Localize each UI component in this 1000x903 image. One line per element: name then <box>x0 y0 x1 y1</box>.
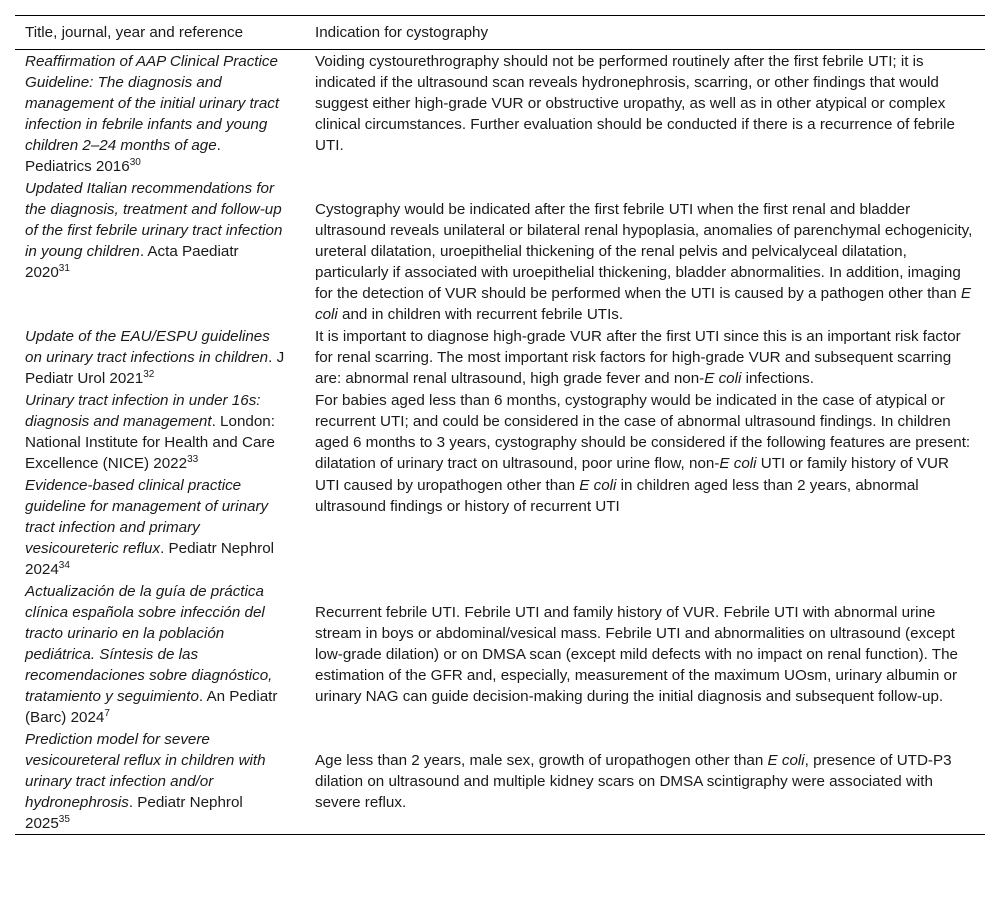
reference-cell <box>15 474 305 580</box>
table-row <box>15 728 985 835</box>
header-title-journal: Title, journal, year and reference <box>25 24 244 41</box>
reference-number: 7 <box>104 707 110 719</box>
reference-journal: . An Pediatr (Barc) 2024 <box>25 688 278 726</box>
cystography-guidelines-table <box>15 15 985 835</box>
reference-number: 31 <box>58 262 70 274</box>
indication-text: Age less than 2 years, male sex, growth of uropathogen other than <box>315 752 768 769</box>
table-row <box>15 325 985 389</box>
reference-title: Updated Italian recommendations for the diagnosis, treatment and follow-up of the first febrile urinary tract infection in young children <box>25 180 283 260</box>
indication-text: , presence of UTD-P3 dilation on ultrasound and multiple kidney scars on DMSA scintigraphy were associated with severe reflux. <box>315 752 952 811</box>
reference-cell <box>15 177 305 325</box>
reference-journal: . Acta Paediatr 2020 <box>25 243 239 281</box>
table-row <box>15 474 985 580</box>
indication-text: in children aged less than 2 years, abnormal ultrasound findings or history of recurrent UTI <box>315 477 919 515</box>
indication-cell <box>305 728 985 835</box>
reference-number: 33 <box>187 453 199 465</box>
reference-number: 34 <box>58 559 70 571</box>
reference-title: Reaffirmation of AAP Clinical Practice Guideline: The diagnosis and management of the initial urinary tract infection in febrile infants and young children 2–24 months of age <box>25 53 280 154</box>
organism-name: E coli <box>315 285 972 323</box>
indication-text: Voiding cystourethrography should not be performed routinely after the first febrile UTI; it is indicated if the ultrasound scan reveals hydronephrosis, scarring, or other findings that would suggest either high-grade VUR or obstructive uropathy, as well as in other atypical or complex clinical circumstances. Further evaluation should be conducted if there is a recurrence of febrile UTI. <box>315 53 955 154</box>
table-row <box>15 580 985 728</box>
reference-title: Prediction model for severe vesicoureteral reflux in children with urinary tract infection and/or hydronephrosis <box>25 731 266 811</box>
reference-journal: . London: National Institute for Health and Care Excellence (NICE) 2022 <box>25 413 275 472</box>
table-row <box>15 389 985 474</box>
organism-name: E coli <box>719 455 757 472</box>
indication-cell <box>305 177 985 325</box>
reference-number: 30 <box>129 156 141 168</box>
indication-cell <box>305 474 985 580</box>
indication-cell <box>305 389 985 474</box>
indication-text: For babies aged less than 6 months, cystography would be indicated in the case of atypical or recurrent UTI; and could be considered in the case of abnormal ultrasound findings. In children aged 6 months to 3 years, cystography should be considered if the following features are present: dilatation of urinary tract on ultrasound, poor urine flow, non- <box>315 392 971 472</box>
reference-title: Evidence-based clinical practice guideline for management of urinary tract infection and primary vesicoureteric reflux <box>25 477 269 557</box>
organism-name: E coli <box>579 477 617 494</box>
table-row <box>15 50 985 178</box>
reference-title: Urinary tract infection in under 16s: diagnosis and management <box>25 392 261 430</box>
document-page <box>15 15 985 835</box>
reference-cell <box>15 728 305 835</box>
indication-text: Recurrent febrile UTI. Febrile UTI and family history of VUR. Febrile UTI with abnormal urine stream in boys or abdominal/vesical mass. Febrile UTI and abnormalities on ultrasound (except low-grade dilation) or on DMSA scan (except mild defects with no impact on renal function). The estimation of the GFR and, especially, measurement of the maximum UOsm, urinary albumin or urinary NAG can guide decision-making during the initial diagnosis and subsequent follow-up. <box>315 604 958 705</box>
reference-number: 32 <box>143 368 155 380</box>
table-header-row <box>15 16 985 50</box>
organism-name: E coli <box>704 370 742 387</box>
reference-journal: . J Pediatr Urol 2021 <box>25 349 285 387</box>
indication-text: Cystography would be indicated after the first febrile UTI when the first renal and bladder ultrasound reveals unilateral or bilateral renal hypoplasia, anomalies of parenchymal echogenicity, ureteral dilatation, uroepithelial thickening of the renal pelvis and pelvicalyceal dilatation, particularly if associated with uroepithelial thickening, bladder abnormalities. In addition, imaging for the detection of VUR should be performed when the UTI is caused by a pathogen other than <box>315 201 973 302</box>
indication-text: UTI or family history of VUR <box>756 455 949 472</box>
indication-text: and in children with recurrent febrile UTIs. <box>337 306 624 323</box>
indication-text: It is important to diagnose high-grade VUR after the first UTI since this is an important risk factor for renal scarring. The most important risk factors for high-grade VUR and subsequent scarring are: abnormal renal ultrasound, high grade fever and non- <box>315 328 961 387</box>
reference-number: 35 <box>58 813 70 825</box>
reference-journal: . Pediatr Nephrol 2024 <box>25 540 275 578</box>
reference-journal: . Pediatrics 2016 <box>25 137 221 175</box>
reference-cell <box>15 325 305 389</box>
reference-cell <box>15 580 305 728</box>
indication-cell <box>305 325 985 389</box>
indication-text: infections. <box>741 370 814 387</box>
header-indication: Indication for cystography <box>315 24 489 41</box>
reference-title: Actualización de la guía de práctica clínica española sobre infección del tracto urinario en la población pediátrica. Síntesis de las recomendaciones sobre diagnóstico, tratamiento y seguimiento <box>25 583 273 705</box>
organism-name: E coli <box>767 752 805 769</box>
reference-cell <box>15 50 305 178</box>
reference-title: Update of the EAU/ESPU guidelines on urinary tract infections in children <box>25 328 270 366</box>
indication-cell <box>305 50 985 178</box>
indication-cell <box>305 580 985 728</box>
reference-cell <box>15 389 305 474</box>
table-row <box>15 177 985 325</box>
reference-journal: . Pediatr Nephrol 2025 <box>25 794 243 832</box>
indication-text: UTI caused by uropathogen other than <box>315 477 580 494</box>
